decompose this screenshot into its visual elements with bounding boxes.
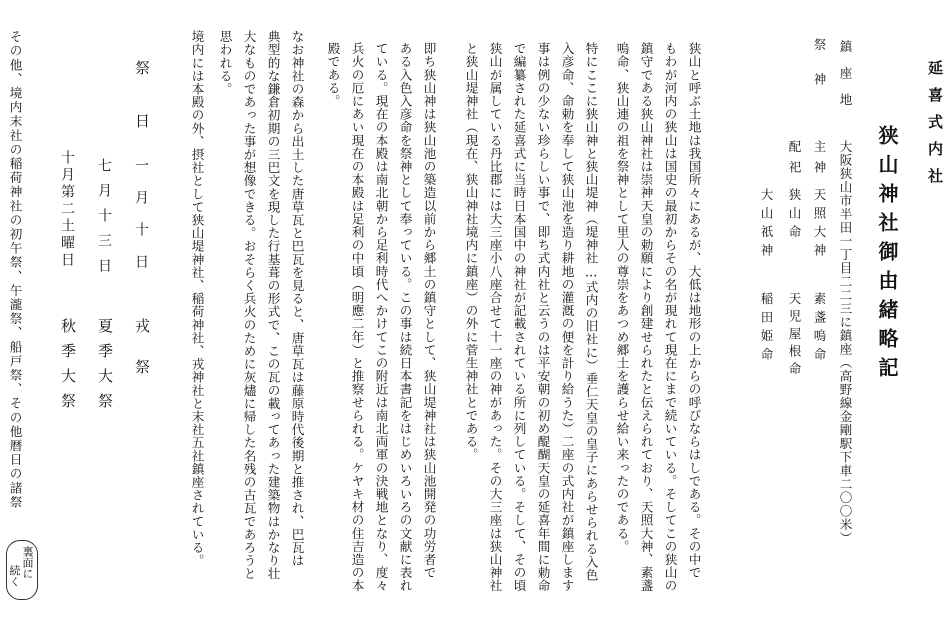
body-line: 境内には本殿の外、摂社として狭山堤神社、稲荷神社、戎神社と末社五社鎮座されている。 bbox=[189, 30, 205, 568]
page-title: 狭山神社御由緒略記 bbox=[875, 125, 899, 386]
body-line: 事は例の少ない珍らしい事で、即ち式内社と云うのは平安朝の初め醍醐天皇の延喜年間に勅命 bbox=[535, 42, 551, 593]
festival-date-2: 七月十三日 bbox=[96, 158, 112, 283]
festival-name-3: 秋季大祭 bbox=[59, 318, 77, 418]
festival-date-1: 一月十日 bbox=[133, 158, 149, 286]
body-line: ている。現在の本殿は南北朝から足利時代へかけてこの附近は南北両軍の決戦地となり、度々 bbox=[373, 42, 389, 593]
festival-name-1: 戎祭 bbox=[133, 318, 151, 400]
body-line: 思われる。 bbox=[217, 30, 233, 96]
sub-deity-3: 大山祇神 bbox=[759, 188, 774, 262]
shrine-category: 延喜式内社 bbox=[926, 60, 944, 195]
body-line: 狭山が属している丹比郡には大三座小八座合せて十一座の神があった。その大三座は狭山神社 bbox=[487, 42, 503, 593]
body-line: 入彦命、命勅を奉して狭山池を造り耕地の灌漑の便を計り給うた）二座の式内社が鎮座します bbox=[559, 42, 575, 593]
body-line: で編纂された延喜式に当時日本国中の神社が記載されている所に列している。そして、その頃 bbox=[511, 42, 527, 593]
sub-deity-1: 狭山命 bbox=[787, 188, 802, 244]
body-line: なお神社の森から出土した唐草瓦と巴瓦を見ると、唐草瓦は藤原時代後期と推され、巴瓦は bbox=[289, 30, 305, 568]
body-line: もわが河内の狭山は国史の最初からその名が現れて現在にまで続いている。そしてこの狭山の bbox=[662, 42, 678, 593]
body-line: 殿である。 bbox=[325, 42, 341, 108]
sub-deity-2: 天児屋根命 bbox=[787, 292, 802, 380]
body-line: 鎮守である狭山神社は崇神天皇の勅願により創建せられたと伝えられており、天照大神、素盞 bbox=[638, 42, 654, 593]
sub-deity-label: 配祀 bbox=[787, 140, 802, 181]
festival-name-2: 夏季大祭 bbox=[96, 318, 114, 418]
body-line: ある入色入彦命を祭神として奉っている。この事は続日本書記をはじめいろいろの文献に表れ bbox=[397, 42, 413, 593]
continued-line-1: 裏面に bbox=[21, 546, 34, 579]
location-value: 大阪狭山市半田一丁目二二三に鎮座（高野線金剛駅下車二〇〇米） bbox=[838, 140, 853, 545]
main-deity-1: 天照大神 bbox=[812, 188, 827, 262]
body-line: 兵火の厄にあい現在の本殿は足利の中頃（明應二年）と推察せられる。ケヤキ材の住吉造の本 bbox=[349, 42, 365, 593]
sub-deity-4: 稲田姫命 bbox=[759, 292, 774, 366]
body-line: 大なものであった事が想像できる。おそらく兵火のために灰燼に帰した名残の古瓦であろうと bbox=[241, 30, 257, 581]
body-line: 特にここに狭山神と狭山堤神（堤神社…式内の旧社に）垂仁天皇の皇子にあらせられる入色 bbox=[583, 42, 599, 582]
body-line: 即ち狭山神は狭山池の築造以前から郷土の鎮守として、狭山堤神社は狭山池開発の功労者で bbox=[421, 42, 437, 580]
festival-label: 祭日 bbox=[133, 60, 151, 166]
body-line: 嗚命、狭山連の祖を祭神として里人の尊崇をあつめ郷土を護らせ給い来ったのである。 bbox=[614, 42, 630, 553]
body-line: 狭山と呼ぶ土地は我国所々にあるが、大低は地形の上からの呼びならはしである。その中で bbox=[686, 42, 702, 580]
location-label: 鎮座地 bbox=[838, 40, 853, 120]
main-deity-2: 素盞嗚命 bbox=[812, 292, 827, 366]
main-deity-label: 主神 bbox=[812, 140, 827, 181]
festival-date-3: 十月第二土曜日 bbox=[59, 150, 75, 269]
continued-line-2: 続く bbox=[8, 565, 21, 587]
festival-note: その他、境内末社の稲荷神社の初午祭、午瀧祭、船戸祭、その他暦日の諸祭 bbox=[7, 30, 23, 510]
continued-note bbox=[6, 540, 38, 600]
deity-label: 祭神 bbox=[812, 38, 827, 107]
body-line: と狭山堤神社（現在、狭山神社境内に鎮座）の外に菅生神社とである。 bbox=[463, 42, 479, 462]
body-line: 典型的な鎌倉初期の三巴文を現した行基葺の形式で、この瓦の載ってあった建築物はかなり壮 bbox=[265, 30, 281, 581]
